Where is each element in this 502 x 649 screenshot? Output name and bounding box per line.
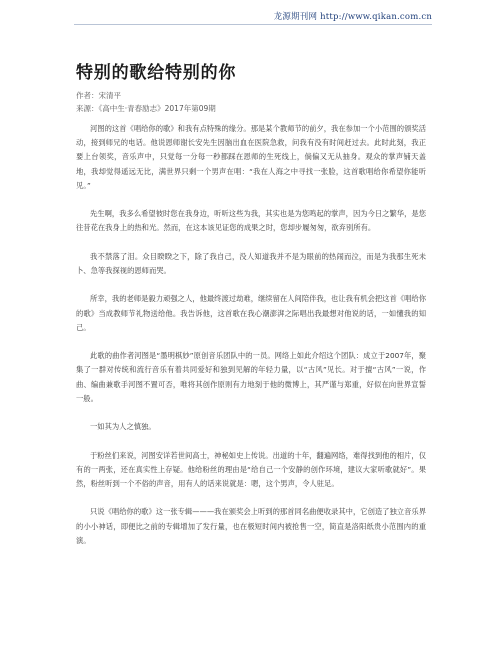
paragraph-6: 一如其为人之慎独。 [90,422,156,432]
paragraph-4: 所幸，我的老师是毅力顽强之人，他最终渡过劫难，继续留在人间陪伴我，也让我有机会把这首《唱给你的歌》当成教师节礼物送给他。我告诉他，这首歌在我心潮澎湃之际唱出我最想对他说的话，一如懂我的知己。 [76,294,426,332]
article-title: 特别的歌给特别的你 [76,63,237,83]
article-source: 来源：《高中生·青春励志》2017年第09期 [76,104,216,113]
header-divider [74,24,432,25]
paragraph-1: 河图的这首《唱给你的歌》和我有点特殊的缘分。那是某个教师节的前夕，我在参加一个小范围的颁奖活动，接到师兄的电话。他说恩师谢长安先生因脑出血在医院急救，问我有没有时间赶过去。此时此刻，我正要上台领奖，音乐声中，只觉每一分每一秒都踩在恩师的生死线上，倘偏又无从抽身。观众的掌声铺天盖地，我却觉得遥远无比，满世界只剩一个男声在唱：“我在人海之中寻找一张脸，这首歌唱给你希望你能听见。” [76,124,426,190]
paragraph-5: 此歌的曲作者河图是“墨明棋妙”原创音乐团队中的一员。网络上如此介绍这个团队：成立于2007年，聚集了一群对传统和流行音乐有着共同爱好和独到见解的年轻力量，以“古风”见长。对于擅“古风”一说，作曲、编曲兼歌手河图不置可否，唯将其创作原则有力地刻于他的微博上，其严谨与郑重，好似在向世界宣誓一般。 [76,351,426,403]
site-header: 龙源期刊网 http://www.qikan.com.cn [273,12,432,22]
article-author: 作者：宋清平 [76,91,121,100]
paragraph-7: 于粉丝们来说，河图安详若世间高士，神秘如史上传说。出道的十年，翻遍网络，难得找到他的相片，仅有的一两张，还在真实性上存疑。他给粉丝的理由是“给自己一个安静的创作环境，建议大家听歌就好”。果然，粉丝听到一个不俗的声音，用有人的话来说就是：嗯，这个男声，令人驻足。 [76,450,426,488]
article-body [76,122,426,562]
paragraph-8: 只说《唱给你的歌》这一张专辑———我在颁奖会上听到的那首同名曲便收录其中，它创造了独立音乐界的小小神话，即便比之前的专辑增加了发行量，也在极短时间内被抢售一空，简直是洛阳纸贵小范围内的重演。 [76,507,426,545]
paragraph-3: 我不禁落了泪。众目睽睽之下，除了我自己，没人知道我并不是为眼前的热闹而泣，而是为我那生死未卜、急等我探视的恩师而哭。 [76,251,426,275]
paragraph-2: 先生啊，我多么希望彼时您在我身边，听听这些为我，其实也是为您鸣起的掌声，因为今日之繁华，是您往昔花在我身上的热和光。然而，在这本该见证您的成果之时，您却步履匆匆，欲弃别所有。 [76,209,426,233]
